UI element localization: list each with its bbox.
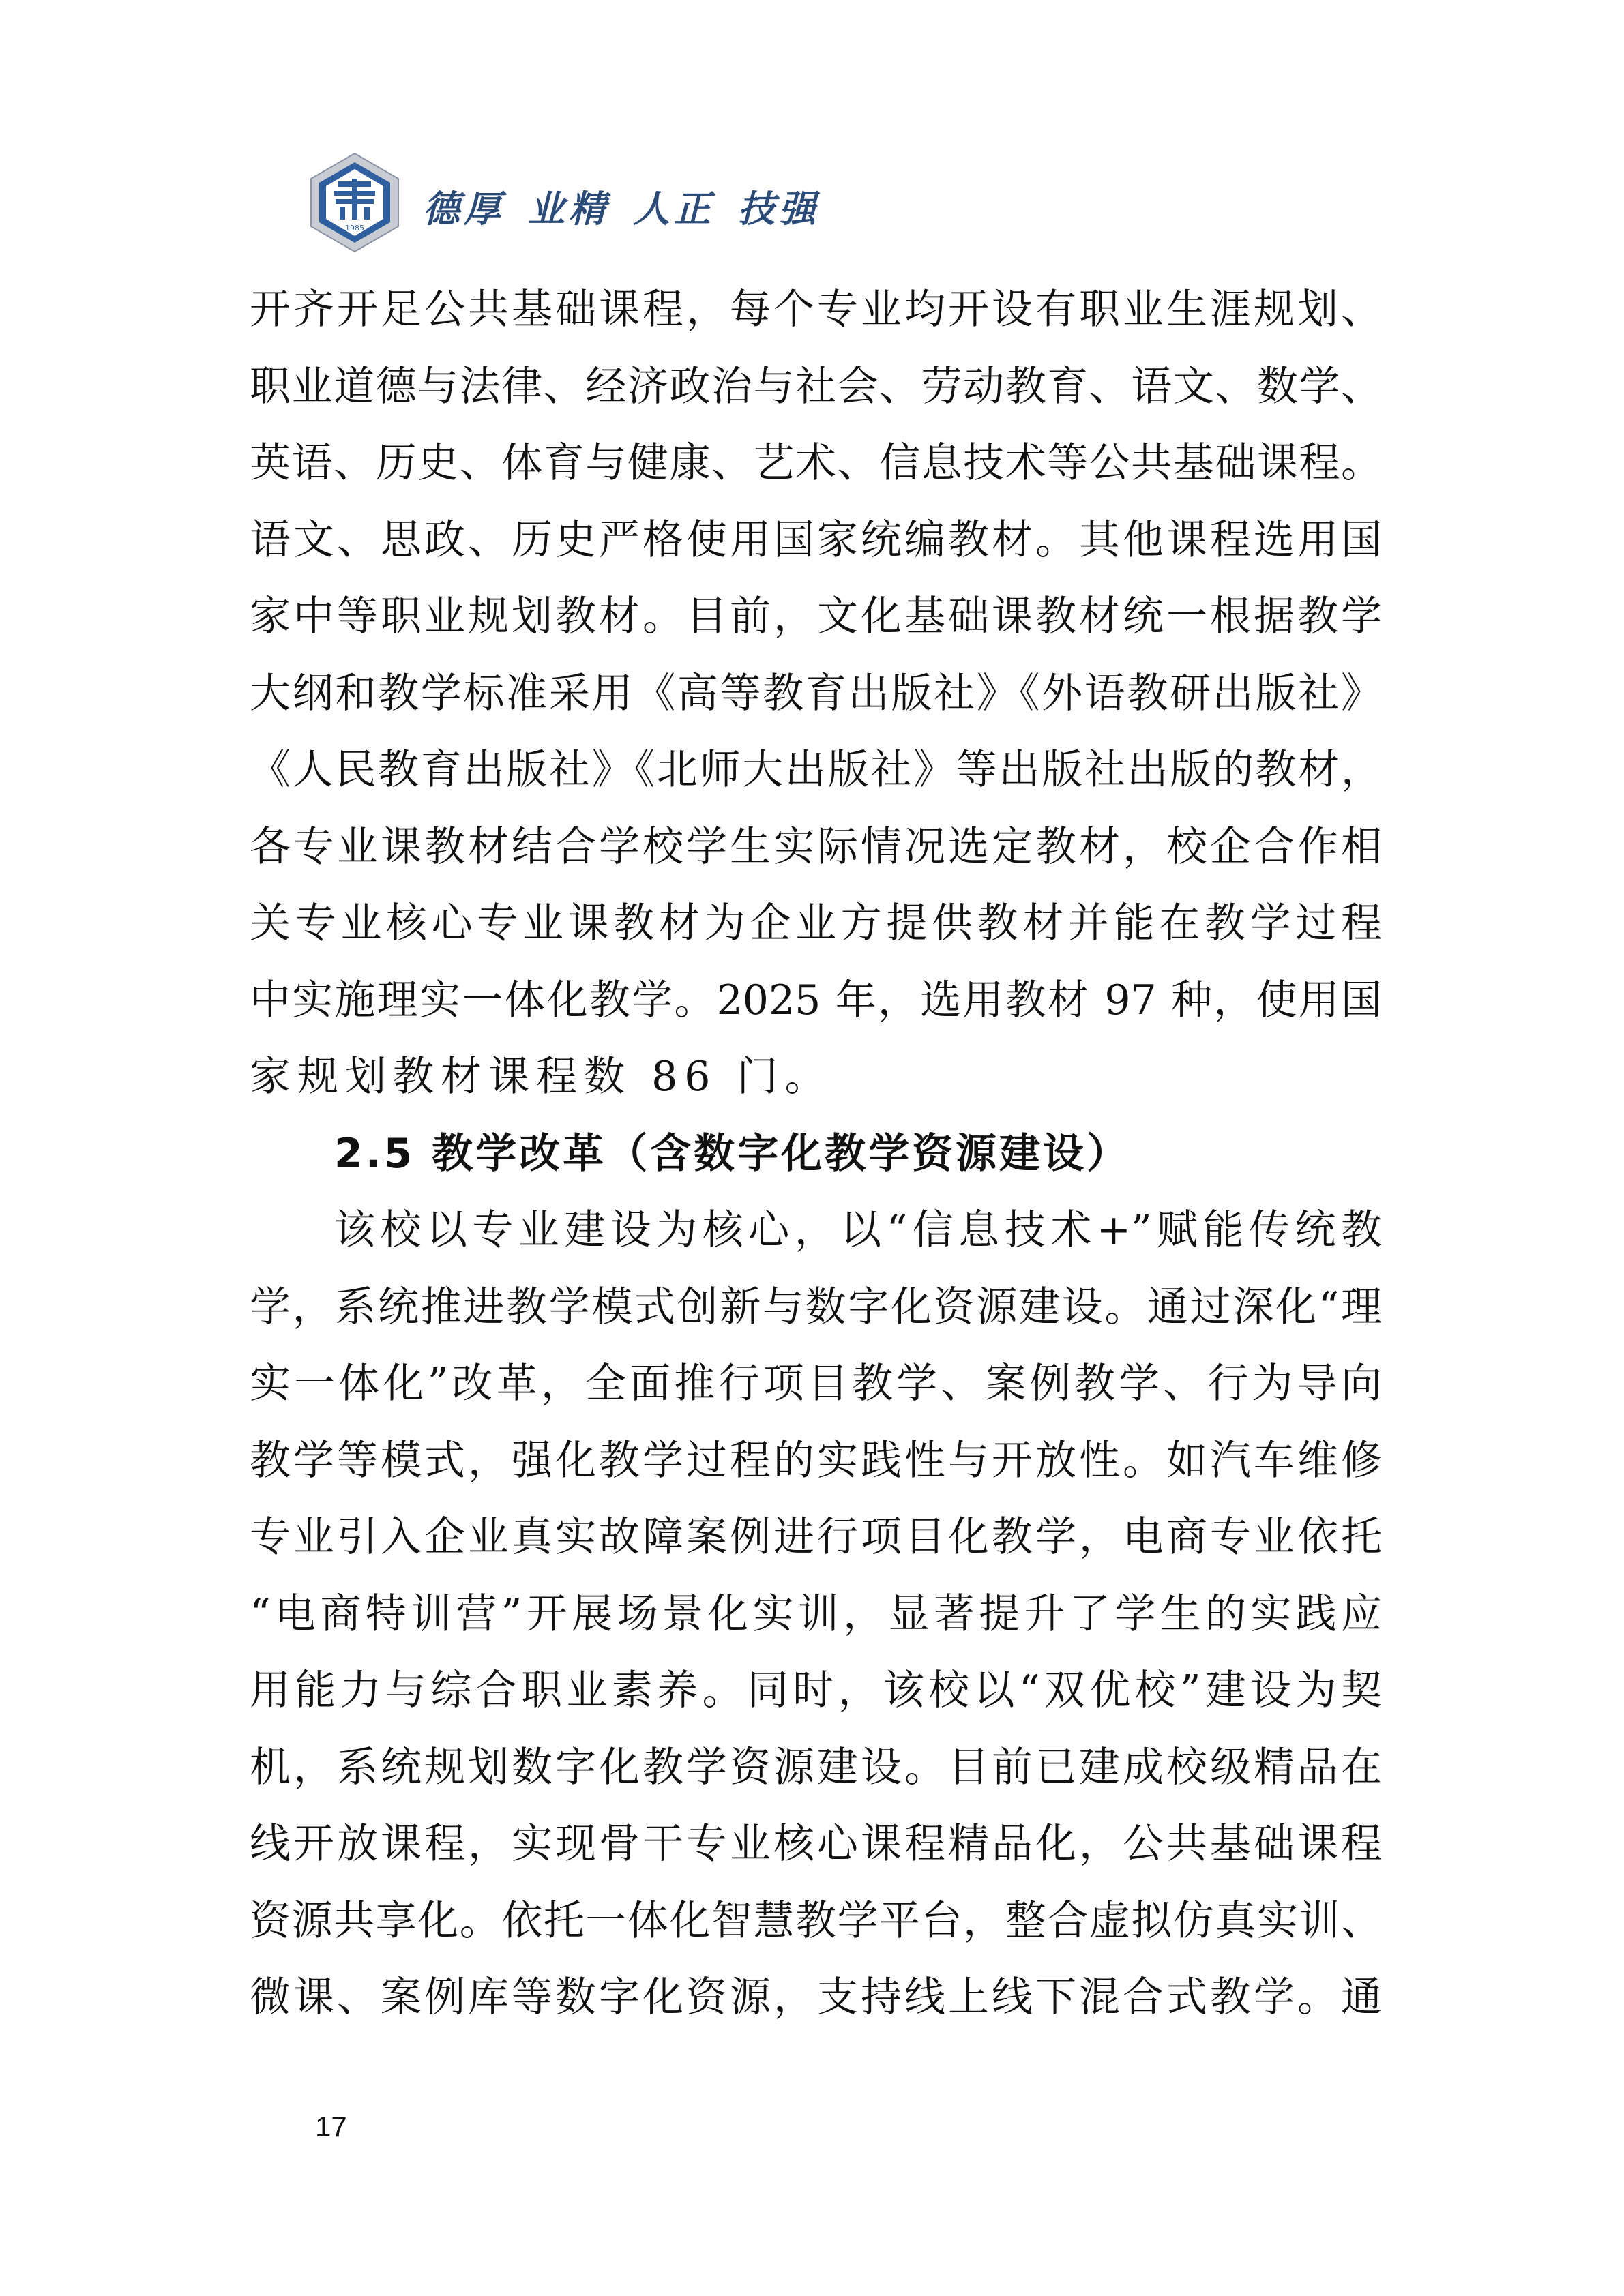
body-line: 家中等职业规划教材。目前，文化基础课教材统一根据教学	[250, 593, 1382, 640]
page-header	[307, 151, 820, 255]
section-line: 实一体化”改革，全面推行项目教学、案例教学、行为导向	[250, 1360, 1382, 1407]
section-line: 微课、案例库等数字化资源，支持线上线下混合式教学。通	[250, 1973, 1382, 2021]
section-line: 线开放课程，实现骨干专业核心课程精品化，公共基础课程	[250, 1820, 1382, 1868]
section-line: 资源共享化。依托一体化智慧教学平台，整合虚拟仿真实训、	[250, 1896, 1382, 1945]
body-line: 关专业核心专业课教材为企业方提供教材并能在教学过程	[250, 899, 1382, 947]
school-logo-icon	[307, 151, 402, 254]
school-motto	[423, 180, 843, 233]
page-number: 17	[315, 2111, 347, 2143]
section-line: 用能力与综合职业素养。同时，该校以“双优校”建设为契	[250, 1667, 1382, 1714]
body-line: 语文、思政、历史严格使用国家统编教材。其他课程选用国	[250, 516, 1382, 564]
motto-word: 业精	[528, 187, 610, 230]
body-line: 大纲和教学标准采用《高等教育出版社》《外语教研出版社》	[250, 669, 1382, 717]
section-heading: 2.5 教学改革（含数字化教学资源建设）	[334, 1129, 1131, 1178]
document-body	[250, 271, 1382, 2036]
section-line: 教学等模式，强化教学过程的实践性与开放性。如汽车维修	[250, 1436, 1382, 1485]
section-line: 专业引入企业真实故障案例进行项目化教学，电商专业依托	[250, 1513, 1382, 1561]
section-line: 该校以专业建设为核心，以“信息技术+”赋能传统教	[334, 1206, 1382, 1254]
body-line: 开齐开足公共基础课程，每个专业均开设有职业生涯规划、	[250, 286, 1382, 333]
body-line: 家规划教材课程数 86 门。	[250, 1053, 833, 1101]
body-line: 各专业课教材结合学校学生实际情况选定教材，校企合作相	[250, 822, 1382, 871]
body-line: 英语、历史、体育与健康、艺术、信息技术等公共基础课程。	[250, 439, 1382, 487]
motto-word: 人正	[633, 187, 715, 230]
body-line: 中实施理实一体化教学。2025 年，选用教材 97 种，使用国	[250, 976, 1382, 1024]
body-line: 《人民教育出版社》《北师大出版社》等出版社出版的教材，	[250, 746, 1382, 794]
section-line: 机，系统规划数字化教学资源建设。目前已建成校级精品在	[250, 1743, 1382, 1791]
motto-word: 技强	[738, 187, 820, 230]
body-line: 职业道德与法律、经济政治与社会、劳动教育、语文、数学、	[250, 362, 1382, 411]
motto-word: 德厚	[423, 187, 505, 230]
logo-year: 1985	[345, 224, 364, 233]
section-line: 学，系统推进教学模式创新与数字化资源建设。通过深化“理	[250, 1283, 1382, 1331]
section-line: “电商特训营”开展场景化实训，显著提升了学生的实践应	[250, 1590, 1382, 1638]
